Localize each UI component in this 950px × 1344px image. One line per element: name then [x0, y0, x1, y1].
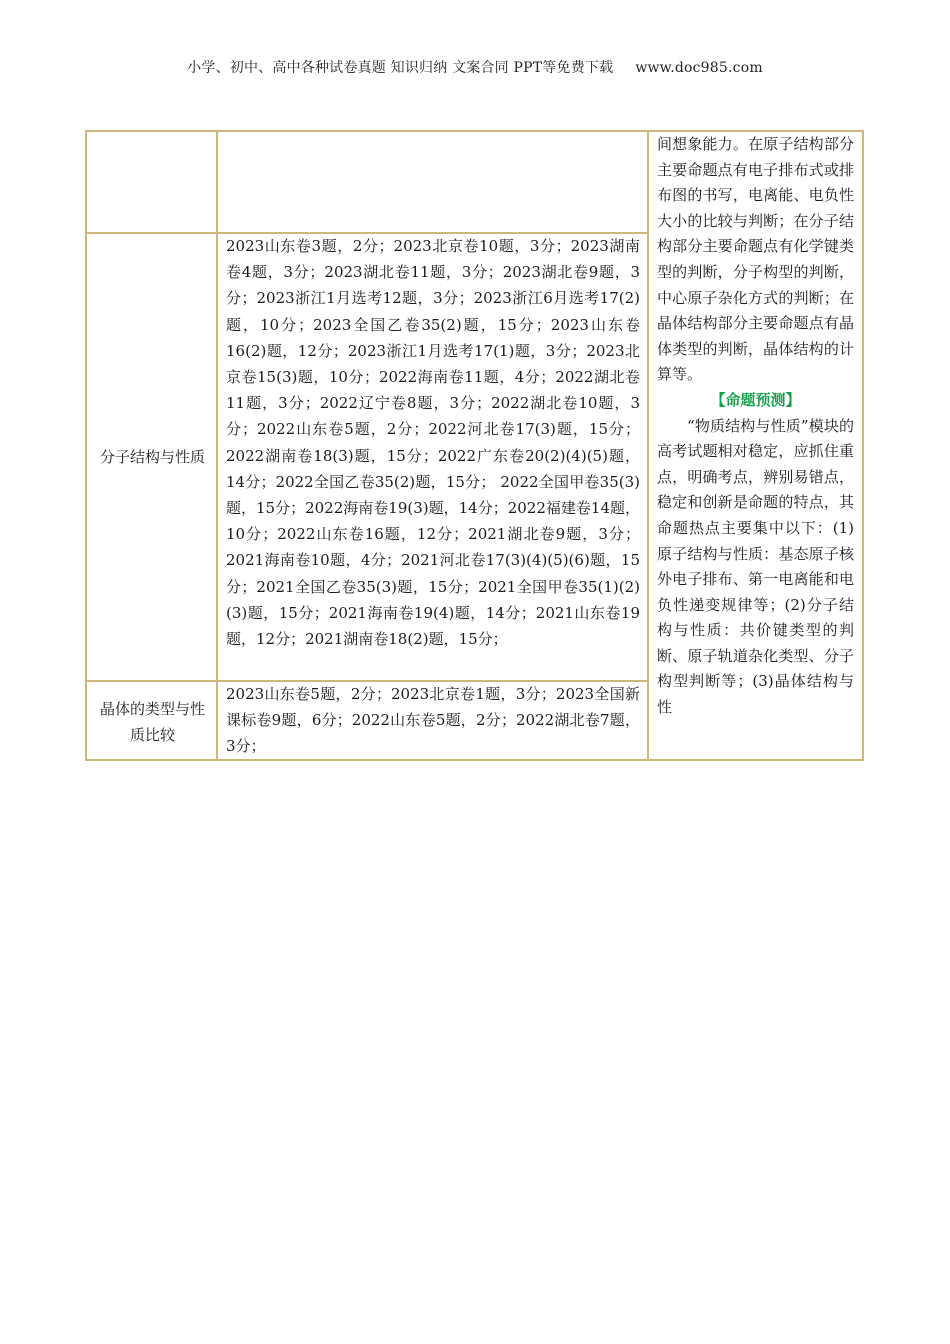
- table-row-topic: 分子结构与性质: [99, 448, 205, 466]
- exam-table: [85, 130, 864, 761]
- forecast-text: “物质结构与性质”模块的高考试题相对稳定，应抓住重点，明确考点，辨别易错点，稳定和创新是命题的特点，其命题热点主要集中以下：(1)原子结构与性质：基态原子核外电子排布、第一电离能和电负性递变规律等；(2)分子结构与性质：共价键类型的判断、原子轨道杂化类型、分子构型判断等；(3)晶体结构与性: [657, 416, 854, 717]
- table-row-details: 2023山东卷3题，2分；2023北京卷10题，3分；2023湖南卷4题，3分；2023湖北卷11题，3分；2023湖北卷9题，3分；2023浙江1月选考12题，3分；2023浙江6月选考17(2)题，10分；2023全国乙卷35(2)题，15分；2023山东卷16(2)题，12分；2023浙江1月选考17(1)题，3分；2023北京卷15(3)题，10分；2022海南卷11题，4分；2022湖北卷11题，3分；2022辽宁卷8题，3分；2022湖北卷10题，3分；2022山东卷5题，2分；2022河北卷17(3)题，15分；2022湖南卷18(3)题，15分；2022广东卷20(2)(4)(5)题，14分；2022全国乙卷35(2)题，15分； 2022全国甲卷35(3)题，15分；2022海南卷19(3)题，14分；2022福建卷14题，10分；2022山东卷16题，12分；2021湖北卷9题，3分；2021海南卷10题，4分；2021河北卷17(3)(4)(5)(6)题，15分；2021全国乙卷35(3)题，15分；2021全国甲卷35(1)(2)(3)题，15分；2021海南卷19(4)题，14分；2021山东卷19题，12分；2021湖南卷18(2)题，15分；: [226, 237, 640, 649]
- table-row-details: 2023山东卷5题，2分；2023北京卷1题，3分；2023全国新课标卷9题，6分；2022山东卷5题，2分；2022湖北卷7题，3分；: [226, 685, 640, 756]
- header-site: www.doc985.com: [635, 60, 763, 76]
- table-row-topic: [87, 132, 216, 232]
- column-divider: [647, 132, 649, 759]
- page-header: [0, 57, 950, 77]
- analysis-column: [657, 132, 854, 721]
- column-divider: [216, 132, 218, 759]
- forecast-title: 【命题预测】: [710, 390, 801, 409]
- analysis-intro: 间想象能力。在原子结构部分主要命题点有电子排布式或排布图的书写，电离能、电负性大小的比较与判断；在分子结构部分主要命题点有化学键类型的判断，分子构型的判断，中心原子杂化方式的判断；在晶体结构部分主要命题点有晶体类型的判断，晶体结构的计算等。: [657, 135, 854, 384]
- table-row-topic: 晶体的类型与性质比较: [99, 699, 205, 744]
- header-text: 小学、初中、高中各种试卷真题 知识归纳 文案合同 PPT等免费下载: [187, 60, 614, 76]
